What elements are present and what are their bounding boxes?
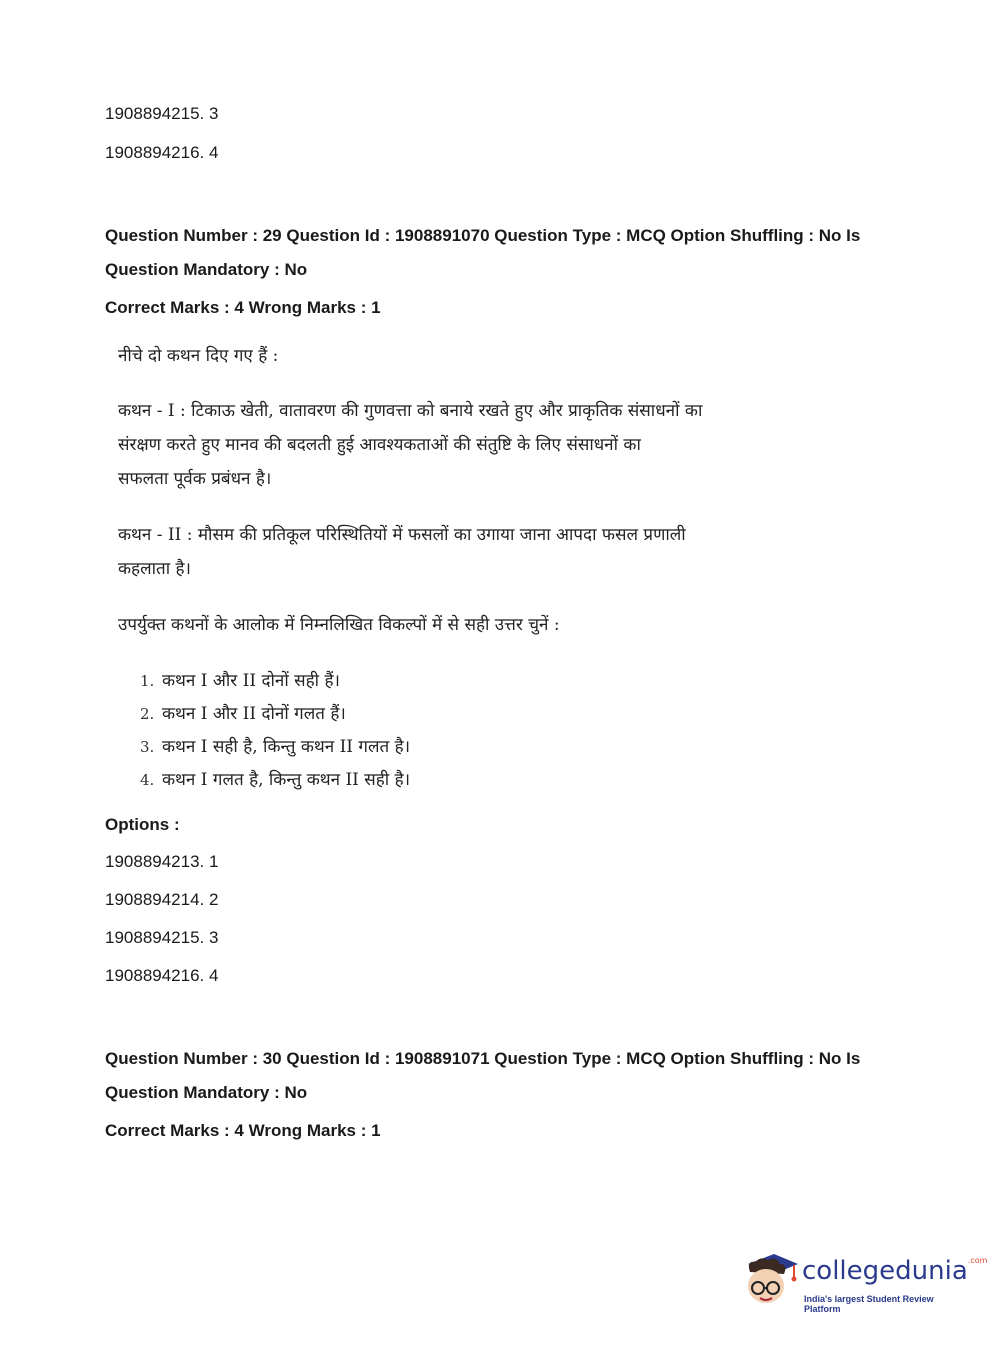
q29-choice-1 xyxy=(140,668,340,691)
choice-number: 3. xyxy=(140,738,155,756)
choice-number: 1. xyxy=(140,672,155,690)
prev-option-3: 1908894215. 3 xyxy=(105,104,219,123)
q29-statement1-line3: सफलता पूर्वक प्रबंधन है। xyxy=(118,469,272,489)
q29-option-2: 1908894214. 2 xyxy=(105,890,219,909)
choice-text: कथन I गलत है, किन्तु कथन II सही है। xyxy=(162,770,411,790)
q29-header-line2: Question Mandatory : No xyxy=(105,260,308,279)
q29-statement1-line2: संरक्षण करते हुए मानव की बदलती हुई आवश्यकताओं की संतुष्टि के लिए संसाधनों का xyxy=(118,435,641,455)
q29-choice-4 xyxy=(140,767,410,790)
q30-header-line1: Question Number : 30 Question Id : 1908891071 Question Type : MCQ Option Shuffling : No Is xyxy=(105,1049,861,1068)
q30-header-line2: Question Mandatory : No xyxy=(105,1083,308,1102)
choice-number: 2. xyxy=(140,705,155,723)
choice-text: कथन I और II दोनों सही हैं। xyxy=(162,671,340,691)
q29-choice-2 xyxy=(140,701,346,724)
q29-choice-3 xyxy=(140,734,410,757)
q30-marks: Correct Marks : 4 Wrong Marks : 1 xyxy=(105,1121,381,1140)
collegedunia-logo[interactable] xyxy=(740,1250,988,1314)
choice-text: कथन I सही है, किन्तु कथन II गलत है। xyxy=(162,737,411,757)
q29-statement2-line2: कहलाता है। xyxy=(118,559,191,579)
logo-suffix: .com xyxy=(967,1256,988,1265)
q29-marks: Correct Marks : 4 Wrong Marks : 1 xyxy=(105,298,381,317)
q29-option-3: 1908894215. 3 xyxy=(105,928,219,947)
logo-tagline: India's largest Student Review Platform xyxy=(804,1294,934,1314)
q29-option-4: 1908894216. 4 xyxy=(105,966,219,985)
choice-text: कथन I और II दोनों गलत हैं। xyxy=(162,704,346,724)
q29-option-1: 1908894213. 1 xyxy=(105,852,219,871)
q29-intro: नीचे दो कथन दिए गए हैं : xyxy=(118,346,279,366)
q29-statement2-line1: कथन - II : मौसम की प्रतिकूल परिस्थितियों में फसलों का उगाया जाना आपदा फसल प्रणाली xyxy=(118,525,686,545)
q29-options-label: Options : xyxy=(105,815,180,834)
q29-instruction: उपर्युक्त कथनों के आलोक में निम्नलिखित विकल्पों में से सही उत्तर चुनें : xyxy=(118,615,560,635)
prev-option-4: 1908894216. 4 xyxy=(105,143,219,162)
q29-statement1-line1: कथन - I : टिकाऊ खेती, वातावरण की गुणवत्ता को बनाये रखते हुए और प्राकृतिक संसाधनों का xyxy=(118,401,703,421)
student-mascot-icon xyxy=(740,1250,800,1312)
choice-number: 4. xyxy=(140,771,155,789)
logo-wordmark xyxy=(802,1256,987,1286)
q29-header-line1: Question Number : 29 Question Id : 1908891070 Question Type : MCQ Option Shuffling : No Is xyxy=(105,226,861,245)
logo-name: collegedunia xyxy=(802,1256,968,1286)
